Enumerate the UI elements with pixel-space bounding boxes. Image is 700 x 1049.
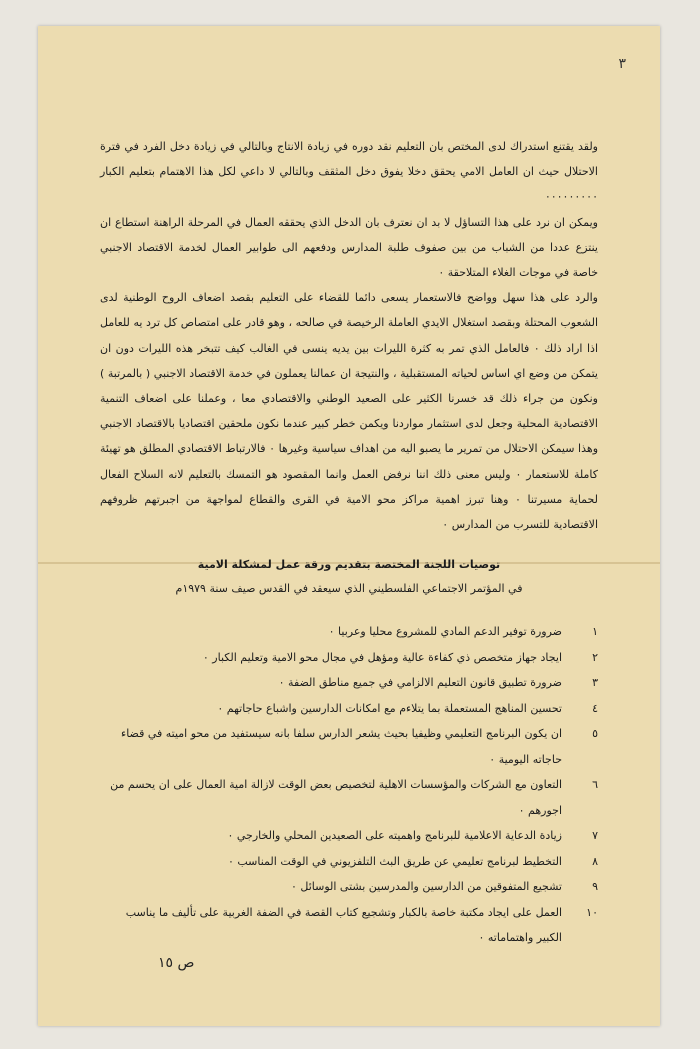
item-text: العمل على ايجاد مكتبة خاصة بالكبار وتشجيع كتاب القصة في الضفة الغربية على تأليف ما يناسب الكبير واهتماماته ٠ <box>125 905 562 945</box>
list-item <box>100 900 598 951</box>
list-item <box>100 619 598 645</box>
item-text: ضرورة توفير الدعم المادي للمشروع محليا وعربيا ٠ <box>328 625 562 639</box>
list-item <box>100 721 598 772</box>
item-text: ان يكون البرنامج التعليمي وظيفيا بحيث يشعر الدارس سلفا بانه سيستفيد من محو اميته في قضاء حاجاته اليومية ٠ <box>121 727 562 766</box>
paragraph-2: ويمكن ان نرد على هذا التساؤل لا بد ان نعترف بان الدخل الذي يحققه العمال في المرحلة الراهنة استطاع ان ينتزع عددا من الشباب من بين صفوف طلبة المدارس ودفعهم الى طوابير العمال لخدمة الاقتصاد الاجنبي خاصة في موجات الغلاء المتلاحقة ٠ <box>100 215 598 280</box>
list-item <box>100 849 598 875</box>
list-item <box>100 874 598 900</box>
item-text: تشجيع المتفوقين من الدارسين والمدرسين بشتى الوسائل ٠ <box>290 880 562 894</box>
item-text: تحسين المناهج المستعملة بما يتلاءم مع امكانات الدارسين واشباع حاجاتهم ٠ <box>217 701 562 715</box>
document-body <box>100 134 598 951</box>
document-page <box>38 26 660 1026</box>
item-number: ٤ <box>592 701 598 715</box>
paragraph-1: ولقد يقتنع استدراك لدى المختص بان التعليم نقد دوره في زيادة الانتاج وبالتالي في زيادة دخل الفرد في فترة الاحتلال حيث ان العامل الامي يحقق دخلا يفوق دخل المثقف وبالتالي لا داعي لكل هذا الاهتمام بتعليم الكبار ٠٠٠٠٠٠٠٠٠ <box>100 140 598 204</box>
item-number: ٨ <box>592 854 598 868</box>
item-number: ٣ <box>592 676 598 690</box>
item-number: ٥ <box>592 727 598 741</box>
item-text: التعاون مع الشركات والمؤسسات الاهلية لتخصيص بعض الوقت لازالة امية العمال على ان يحسم من اجورهم ٠ <box>110 778 562 817</box>
item-text: ايجاد جهاز متخصص ذي كفاءة عالية ومؤهل في مجال محو الامية وتعليم الكبار ٠ <box>202 650 562 664</box>
item-text: التخطيط لبرنامج تعليمي عن طريق البث التلفزيوني في الوقت المناسب ٠ <box>227 854 562 868</box>
corner-mark: ٣ <box>618 56 626 72</box>
list-item <box>100 772 598 823</box>
list-item <box>100 670 598 696</box>
list-item <box>100 823 598 849</box>
list-item <box>100 696 598 722</box>
list-item <box>100 645 598 671</box>
item-number: ٧ <box>592 829 598 843</box>
recommendations-list <box>100 619 598 951</box>
item-text: ضرورة تطبيق قانون التعليم الالزامي في جميع مناطق الضفة ٠ <box>278 676 562 690</box>
recommendations-heading: توصيات اللجنة المختصة بتقديم ورقة عمل لمشكلة الامية <box>197 558 501 572</box>
item-number: ٢ <box>592 650 598 664</box>
page-number: ص ١٥ <box>158 955 195 971</box>
item-text: زيادة الدعاية الاعلامية للبرنامج واهميته على الصعيدين المحلي والخارجي ٠ <box>227 829 562 843</box>
paragraph-3: والرد على هذا سهل وواضح فالاستعمار يسعى دائما للقضاء على التعليم بقصد اضعاف الروح الوطنية لدى الشعوب المحتلة وبقصد استغلال الايدي العاملة الرخيصة في صالحه ، وهو قادر على امتصاص كل ترد يه للعامل اذا اراد ذلك ٠ فالعامل الذي تمر به كثرة الليرات بين يديه ينسى في الغالب كيف تتبخر هذه الليرات دون ان يتمكن من وضع اي اساس لحياته المستقبلية ، والنتيجة ان عمالنا يعملون في خدمة الاقتصاد الاجنبي ( بالمرتبة ) ونكون من جراء ذلك قد خسرنا الكثير على الصعيد الوطني والاقتصادي معا ، وعملنا على اضعاف التنمية الاقتصادية المحلية وجعل لدى استثمار مواردنا ويكمن خطر كبير عندما نكون ملحقين اقتصاديا بالاقتصاد الاجنبي وهذا سيمكن الاحتلال من تمرير ما يصبو اليه من اهداف سياسية وغيرها ٠ فالارتباط الاقتصادي المطلق هو تهيئة كاملة للاستعمار ٠ وليس معنى ذلك اننا نرفض العمل وانما المقصود هو التمسك بالتعليم لانه السلاح الفعال لحماية مسيرتنا ٠ وهنا تبرز اهمية مراكز محو الامية في القرى والقطاع لمواجهة من اجبرتهم ظروفهم الاقتصادية للتسرب من المدارس ٠ <box>100 291 599 532</box>
item-number: ١ <box>592 625 598 639</box>
item-number: ٩ <box>592 880 598 894</box>
item-number: ١٠ <box>586 905 598 919</box>
item-number: ٦ <box>592 778 598 792</box>
recommendations-subheading: في المؤتمر الاجتماعي الفلسطيني الذي سيعقد في القدس صيف سنة ١٩٧٩م <box>175 582 523 596</box>
